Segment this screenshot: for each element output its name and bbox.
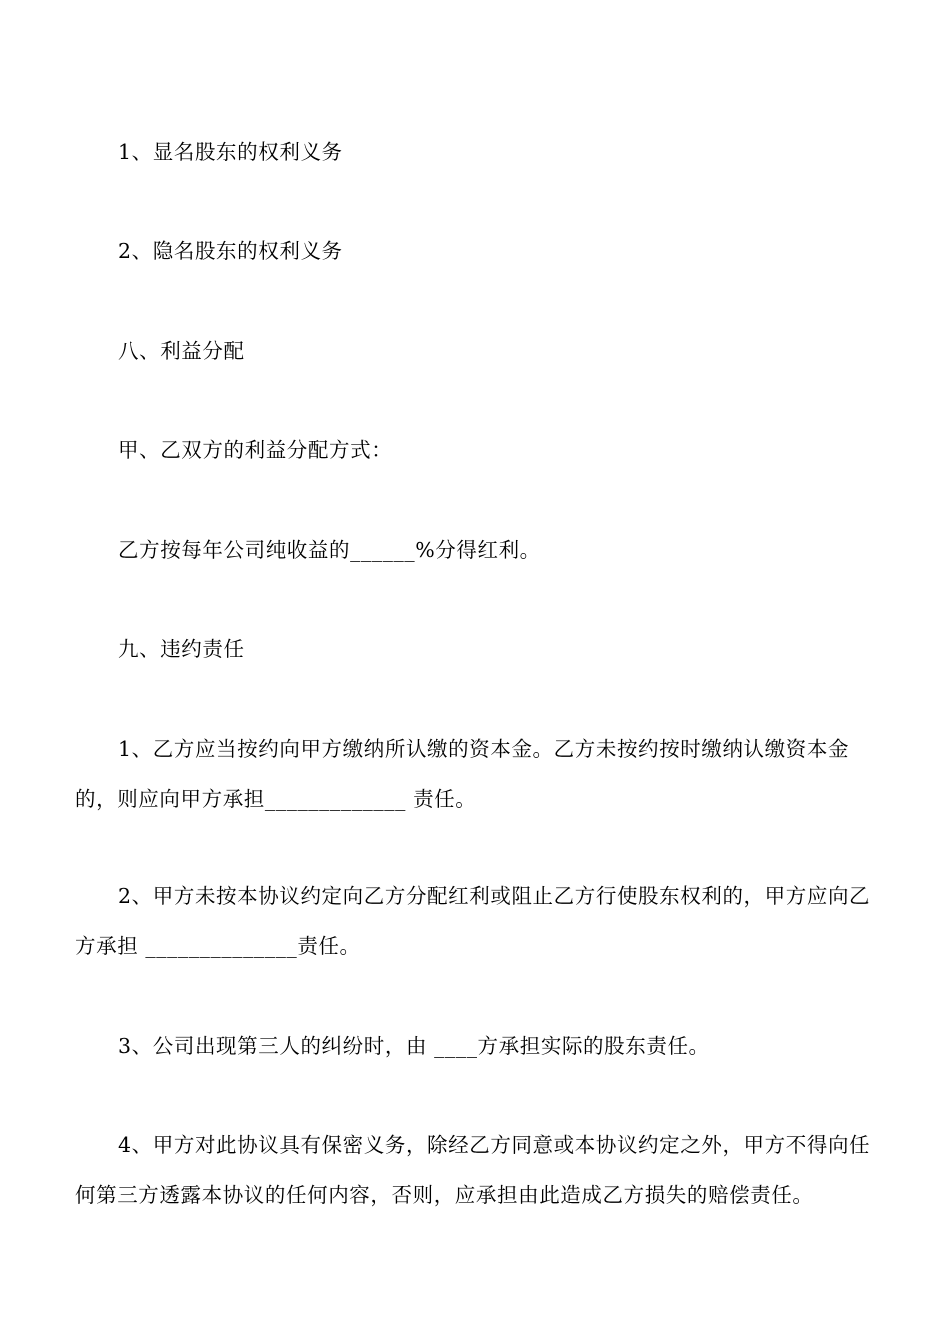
breach-clause-2: 2、甲方未按本协议约定向乙方分配红利或阻止乙方行使股东权利的，甲方应向乙方承担 ______________责任。 xyxy=(75,884,871,958)
clause-hidden-shareholder-rights: 2、隐名股东的权利义务 xyxy=(118,239,343,263)
clause-nominal-shareholder-rights: 1、显名股东的权利义务 xyxy=(118,140,343,164)
profit-distribution-intro: 甲、乙双方的利益分配方式： xyxy=(118,438,393,462)
breach-clause-3: 3、公司出现第三人的纠纷时，由 ____方承担实际的股东责任。 xyxy=(118,1034,710,1058)
breach-clause-4: 4、甲方对此协议具有保密义务，除经乙方同意或本协议约定之外，甲方不得向任何第三方透露本协议的任何内容，否则，应承担由此造成乙方损失的赔偿责任。 xyxy=(75,1133,871,1207)
section-heading-breach-liability: 九、违约责任 xyxy=(118,637,245,661)
profit-distribution-terms: 乙方按每年公司纯收益的______%分得红利。 xyxy=(118,538,541,562)
section-heading-profit-distribution: 八、利益分配 xyxy=(118,339,245,363)
breach-clause-1: 1、乙方应当按约向甲方缴纳所认缴的资本金。乙方未按约按时缴纳认缴资本金的，则应向甲方承担_____________ 责任。 xyxy=(75,737,850,811)
